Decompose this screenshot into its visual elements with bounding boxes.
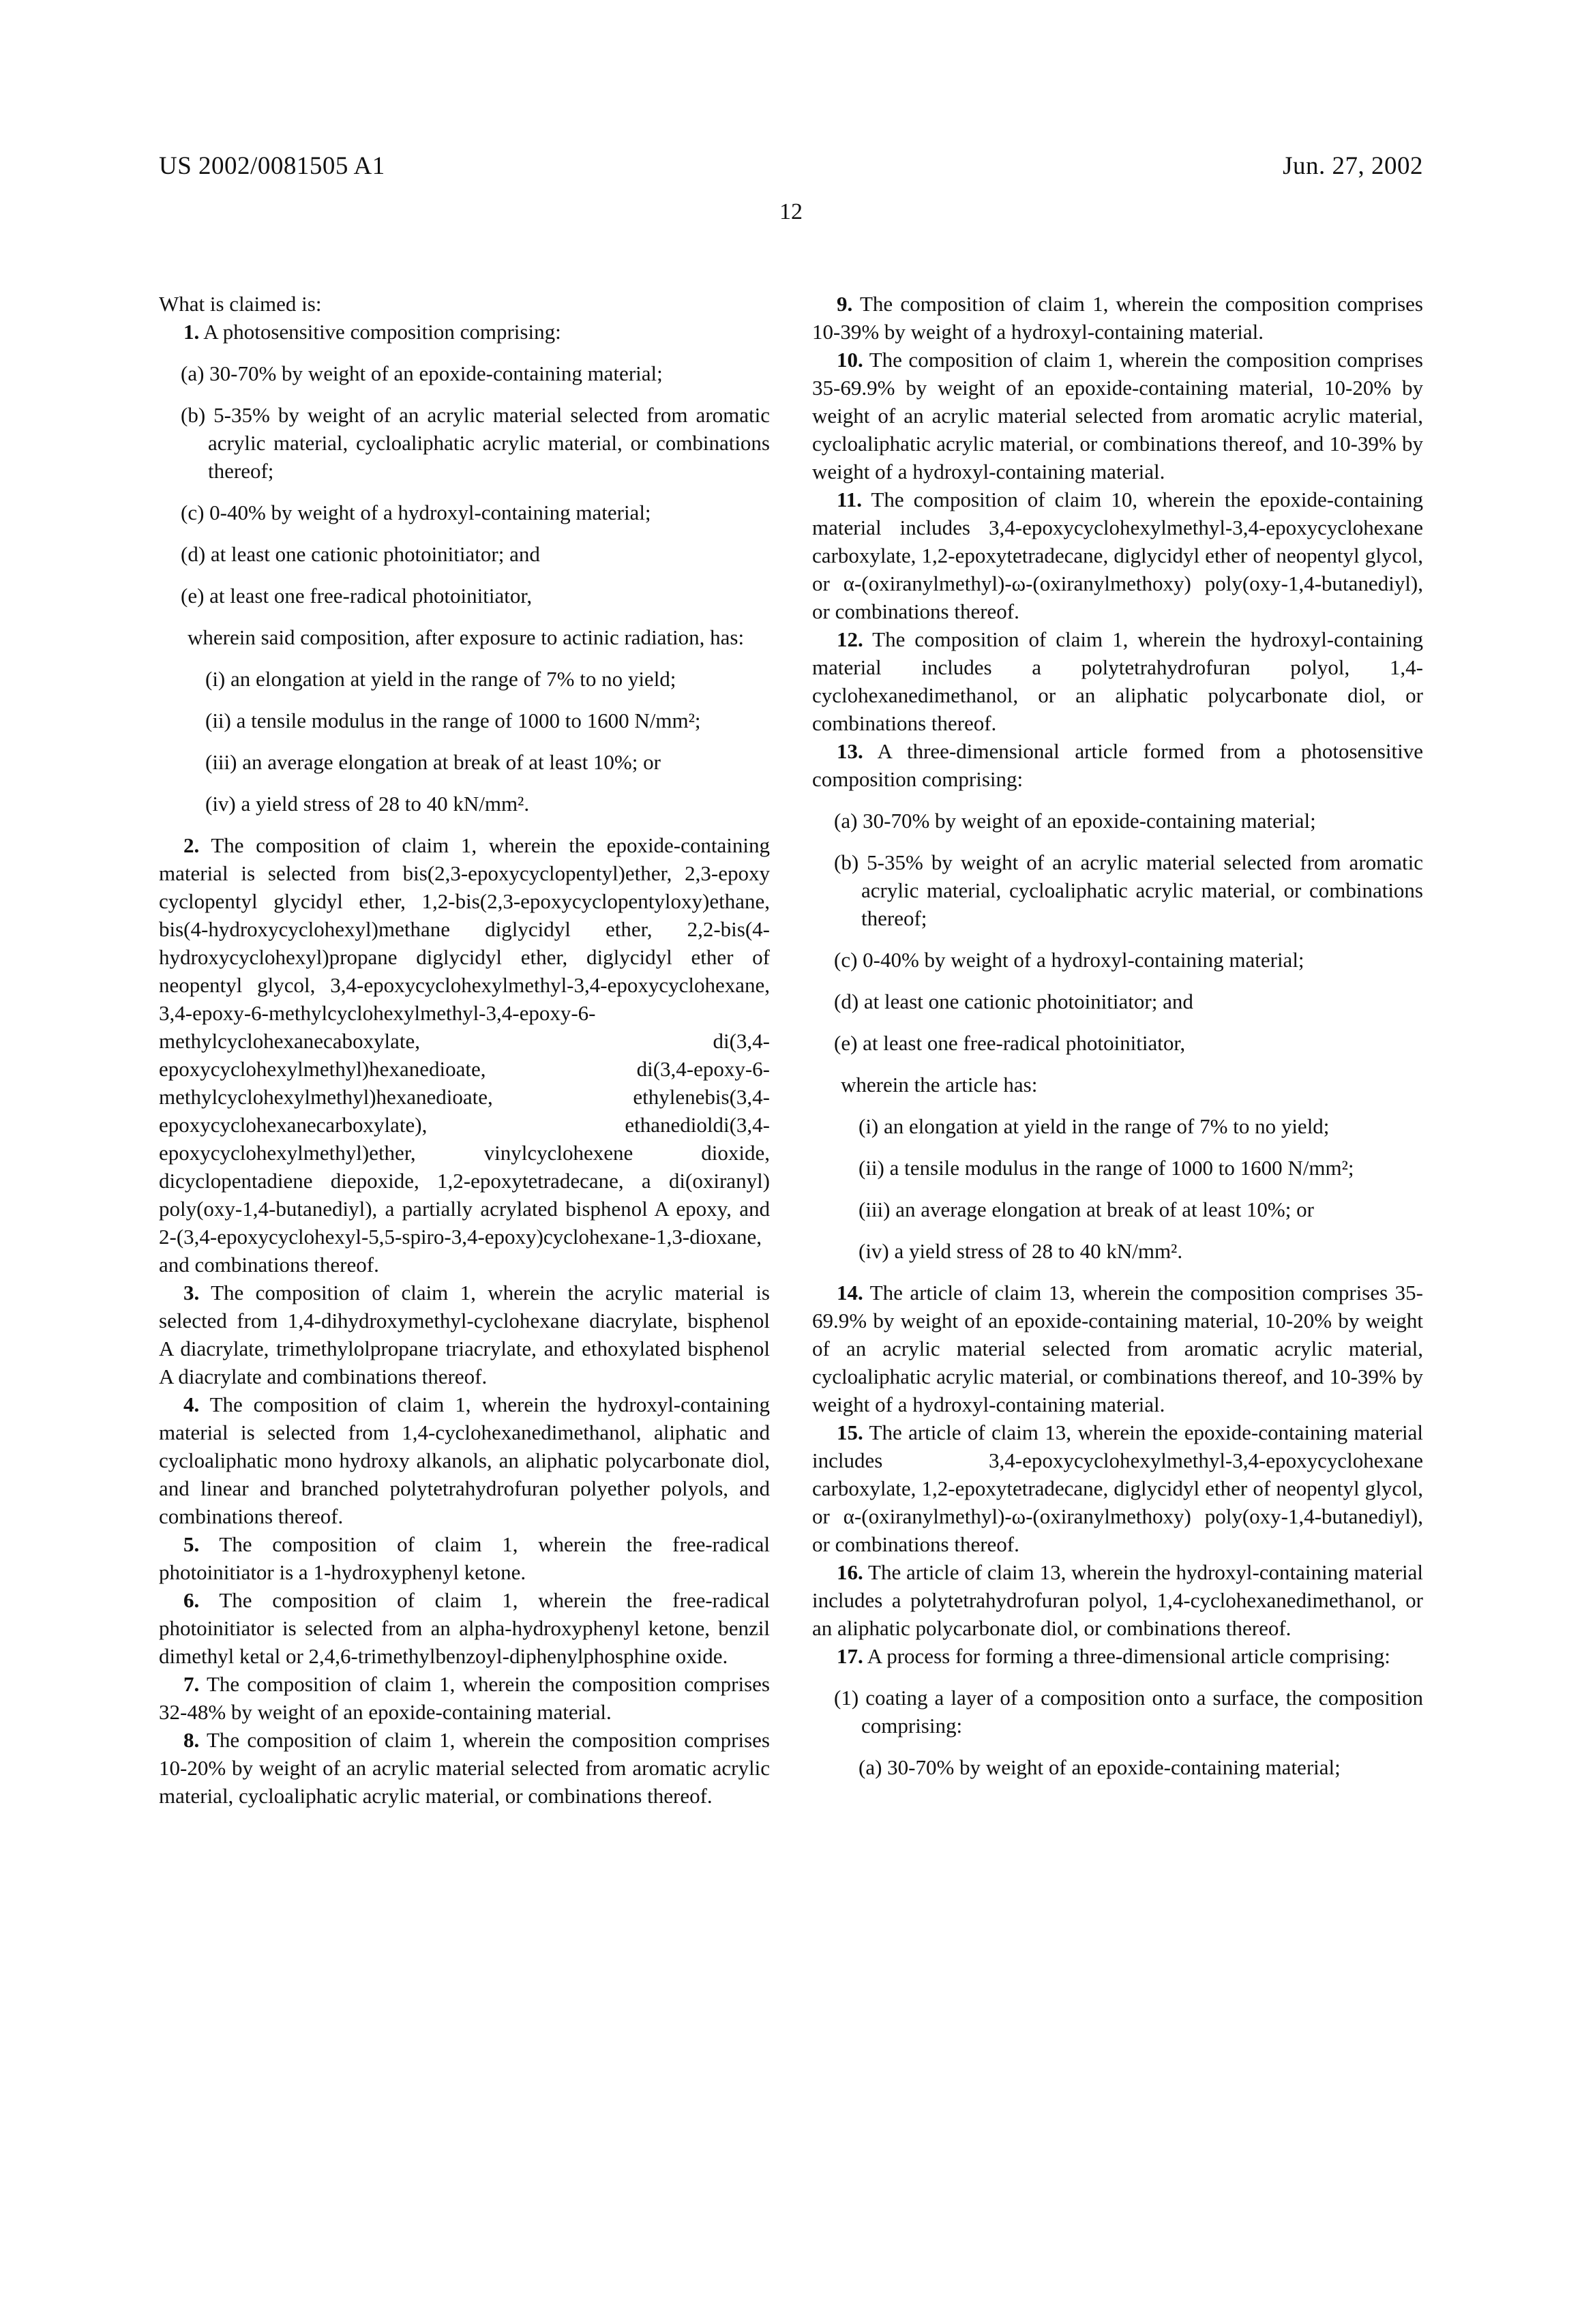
claim-subelement xyxy=(812,1753,1423,1781)
claim-paragraph xyxy=(159,1279,770,1390)
claim-number: 1. xyxy=(183,320,200,344)
claim-element xyxy=(812,807,1423,835)
claim-subelement xyxy=(812,1154,1423,1182)
claim-element xyxy=(159,582,770,610)
paragraph-text: (a) 30-70% by weight of an epoxide-containing material; xyxy=(859,1755,1341,1779)
claim-subelement xyxy=(159,706,770,734)
paragraph-text: The article of claim 13, wherein the composition comprises 35-69.9% by weight of an epoxide-containing material, 10-20% by weight of an acrylic material selected from aromatic acrylic material, cycloaliphatic acrylic material, or combinations thereof, and 10-39% by weight of a hydroxyl-containing material. xyxy=(812,1281,1423,1416)
claim-number: 12. xyxy=(837,627,863,651)
right-column xyxy=(812,290,1423,1810)
claim-number: 14. xyxy=(837,1281,863,1305)
claim-paragraph xyxy=(812,1642,1423,1670)
paragraph-text: (iii) an average elongation at break of at least 10%; or xyxy=(859,1197,1314,1221)
claim-paragraph xyxy=(812,346,1423,486)
paragraph-text: What is claimed is: xyxy=(159,292,322,316)
paragraph-text: (iv) a yield stress of 28 to 40 kN/mm². xyxy=(205,792,530,816)
claim-number: 7. xyxy=(183,1672,200,1696)
paragraph-text: (ii) a tensile modulus in the range of 1000 to 1600 N/mm²; xyxy=(205,709,701,732)
paragraph-text: The composition of claim 1, wherein the free-radical photoinitiator is a 1-hydroxyphenyl ketone. xyxy=(159,1532,770,1584)
claim-number: 4. xyxy=(183,1392,200,1416)
claim-element xyxy=(159,359,770,387)
paragraph-text: (b) 5-35% by weight of an acrylic material selected from aromatic acrylic material, cycloaliphatic acrylic material, or combinations thereof; xyxy=(181,403,770,483)
claim-number: 11. xyxy=(837,488,863,511)
claim-paragraph xyxy=(159,1726,770,1810)
claims-preamble xyxy=(159,290,770,318)
claim-paragraph xyxy=(812,1418,1423,1558)
paragraph-text: (iv) a yield stress of 28 to 40 kN/mm². xyxy=(859,1239,1183,1263)
paragraph-text: A process for forming a three-dimensional article comprising: xyxy=(867,1644,1390,1668)
paragraph-text: (e) at least one free-radical photoinitiator, xyxy=(181,584,533,608)
paragraph-text: The composition of claim 1, wherein the composition comprises 10-20% by weight of an acrylic material selected from aromatic acrylic material, cycloaliphatic acrylic material, or combinations thereof. xyxy=(159,1728,770,1808)
claim-paragraph xyxy=(159,831,770,1279)
claim-subelement xyxy=(159,790,770,818)
paragraph-text: (e) at least one free-radical photoinitiator, xyxy=(834,1031,1186,1055)
paragraph-text: The composition of claim 10, wherein the epoxide-containing material includes 3,4-epoxycyclohexylmethyl-3,4-epoxycyclohexane carboxylate, 1,2-epoxytetradecane, diglycidyl ether of neopentyl glycol, or α-(oxiranylmethyl)-ω-(oxiranylmethoxy) poly(oxy-1,4-butanediyl), or combinations thereof. xyxy=(812,488,1423,623)
claim-paragraph xyxy=(812,1279,1423,1418)
page-number: 12 xyxy=(779,199,803,224)
left-column xyxy=(159,290,770,1810)
paragraph-text: (c) 0-40% by weight of a hydroxyl-containing material; xyxy=(181,501,651,524)
paragraph-text: The composition of claim 1, wherein the hydroxyl-containing material is selected from 1,4-cyclohexanedimethanol, aliphatic and cycloaliphatic mono hydroxy alkanols, an aliphatic polycarbonate diol, and linear and branched polytetrahydrofuran polyether polyols, and combinations thereof. xyxy=(159,1392,770,1528)
paragraph-text: (i) an elongation at yield in the range of 7% to no yield; xyxy=(205,667,676,691)
claim-paragraph xyxy=(159,1530,770,1586)
paragraph-text: The composition of claim 1, wherein the composition comprises 10-39% by weight of a hydroxyl-containing material. xyxy=(812,292,1423,344)
paragraph-text: The composition of claim 1, wherein the hydroxyl-containing material includes a polytetrahydrofuran polyol, 1,4-cyclohexanedimethanol, or an aliphatic polycarbonate diol, or combinations thereof. xyxy=(812,627,1423,735)
paragraph-text: (a) 30-70% by weight of an epoxide-containing material; xyxy=(181,361,663,385)
paragraph-text: The article of claim 13, wherein the epoxide-containing material includes 3,4-epoxycyclohexylmethyl-3,4-epoxycyclohexane carboxylate, 1,2-epoxytetradecane, diglycidyl ether of neopentyl glycol, or α-(oxiranylmethyl)-ω-(oxiranylmethoxy) poly(oxy-1,4-butanediyl), or combinations thereof. xyxy=(812,1420,1423,1556)
claim-element xyxy=(159,540,770,568)
paragraph-text: The composition of claim 1, wherein the acrylic material is selected from 1,4-dihydroxymethyl-cyclohexane diacrylate, bisphenol A diacrylate, trimethylolpropane triacrylate, and ethoxylated bisphenol A diacrylate and combinations thereof. xyxy=(159,1281,770,1388)
paragraph-text: A photosensitive composition comprising: xyxy=(203,320,561,344)
paragraph-text: (d) at least one cationic photoinitiator; and xyxy=(181,542,540,566)
claim-subelement xyxy=(159,665,770,693)
claim-number: 13. xyxy=(837,739,863,763)
paragraph-text: (i) an elongation at yield in the range of 7% to no yield; xyxy=(859,1114,1330,1138)
claim-paragraph xyxy=(159,1670,770,1726)
claim-paragraph xyxy=(812,1558,1423,1642)
paragraph-text: (c) 0-40% by weight of a hydroxyl-containing material; xyxy=(834,948,1304,972)
paragraph-text: (iii) an average elongation at break of at least 10%; or xyxy=(205,750,661,774)
claim-element xyxy=(159,498,770,526)
claim-element xyxy=(812,946,1423,974)
claims-body xyxy=(159,290,1423,1810)
paragraph-text: The composition of claim 1, wherein the composition comprises 32-48% by weight of an epoxide-containing material. xyxy=(159,1672,770,1724)
claim-paragraph xyxy=(812,486,1423,625)
claim-element xyxy=(159,401,770,485)
paragraph-text: A three-dimensional article formed from a photosensitive composition comprising: xyxy=(812,739,1423,791)
claim-element xyxy=(812,1029,1423,1057)
paragraph-text: (a) 30-70% by weight of an epoxide-containing material; xyxy=(834,809,1316,833)
wherein-clause xyxy=(159,623,770,651)
claim-subelement xyxy=(159,748,770,776)
paragraph-text: wherein said composition, after exposure to actinic radiation, has: xyxy=(188,625,745,649)
claim-number: 15. xyxy=(837,1420,863,1444)
paragraph-text: (ii) a tensile modulus in the range of 1000 to 1600 N/mm²; xyxy=(859,1156,1354,1180)
paragraph-text: (1) coating a layer of a composition onto a surface, the composition comprising: xyxy=(834,1686,1423,1738)
claim-paragraph xyxy=(812,625,1423,737)
publication-number: US 2002/0081505 A1 xyxy=(159,152,385,180)
publication-date: Jun. 27, 2002 xyxy=(1283,152,1423,180)
claim-number: 9. xyxy=(837,292,853,316)
claim-paragraph xyxy=(159,1390,770,1530)
claim-subelement xyxy=(812,1237,1423,1265)
claim-number: 2. xyxy=(183,833,200,857)
claim-element xyxy=(812,987,1423,1015)
claim-paragraph xyxy=(812,737,1423,793)
page-header xyxy=(159,151,1423,181)
claim-element xyxy=(812,848,1423,932)
claim-number: 8. xyxy=(183,1728,200,1752)
claim-number: 6. xyxy=(183,1588,200,1612)
claim-subelement xyxy=(812,1112,1423,1140)
claim-subelement xyxy=(812,1195,1423,1223)
paragraph-text: The article of claim 13, wherein the hydroxyl-containing material includes a polytetrahydrofuran polyol, 1,4-cyclohexanedimethanol, or an aliphatic polycarbonate diol, or combinations thereof. xyxy=(812,1560,1423,1640)
claim-number: 16. xyxy=(837,1560,863,1584)
claim-paragraph xyxy=(812,290,1423,346)
claim-number: 3. xyxy=(183,1281,200,1305)
claim-number: 5. xyxy=(183,1532,200,1556)
claim-paragraph xyxy=(159,1586,770,1670)
paragraph-text: The composition of claim 1, wherein the free-radical photoinitiator is selected from an alpha-hydroxyphenyl ketone, benzil dimethyl ketal or 2,4,6-trimethylbenzoyl-diphenylphosphine oxide. xyxy=(159,1588,770,1668)
claim-number: 10. xyxy=(837,348,863,372)
paragraph-text: (b) 5-35% by weight of an acrylic material selected from aromatic acrylic material, cycloaliphatic acrylic material, or combinations thereof; xyxy=(834,850,1423,930)
paragraph-text: The composition of claim 1, wherein the composition comprises 35-69.9% by weight of an epoxide-containing material, 10-20% by weight of an acrylic material selected from aromatic acrylic material, cycloaliphatic acrylic material, or combinations thereof, and 10-39% by weight of a hydroxyl-containing material. xyxy=(812,348,1423,483)
claim-number: 17. xyxy=(837,1644,863,1668)
paragraph-text: wherein the article has: xyxy=(841,1073,1038,1097)
paragraph-text: The composition of claim 1, wherein the epoxide-containing material is selected from bis(2,3-epoxycyclopentyl)ether, 2,3-epoxy cyclopentyl glycidyl ether, 1,2-bis(2,3-epoxycyclopentyloxy)ethane, bis(4-hydroxycyclohexyl)methane diglycidyl ether, 2,2-bis(4-hydroxycyclohexyl)propane diglycidyl ether, diglycidyl ether of neopentyl glycol, 3,4-epoxycyclohexylmethyl-3,4-epoxycyclohexane, 3,4-epoxy-6-methylcyclohexylmethyl-3,4-epoxy-6-methylcyclohexanecaboxylate, di(3,4-epoxycyclohexylmethyl)hexanedioate, di(3,4-epoxy-6-methylcyclohexylmethyl)hexanedioate, ethylenebis(3,4-epoxycyclohexanecarboxylate), ethanedioldi(3,4-epoxycyclohexylmethyl)ether, vinylcyclohexene dioxide, dicyclopentadiene diepoxide, 1,2-epoxytetradecane, a di(oxiranyl) poly(oxy-1,4-butanediyl), a partially acrylated bisphenol A epoxy, and 2-(3,4-epoxycyclohexyl-5,5-spiro-3,4-epoxy)cyclohexane-1,3-dioxane, and combinations thereof. xyxy=(159,833,770,1277)
claim-paragraph xyxy=(159,318,770,346)
wherein-clause xyxy=(812,1071,1423,1099)
paragraph-text: (d) at least one cationic photoinitiator; and xyxy=(834,989,1193,1013)
claim-element xyxy=(812,1684,1423,1740)
